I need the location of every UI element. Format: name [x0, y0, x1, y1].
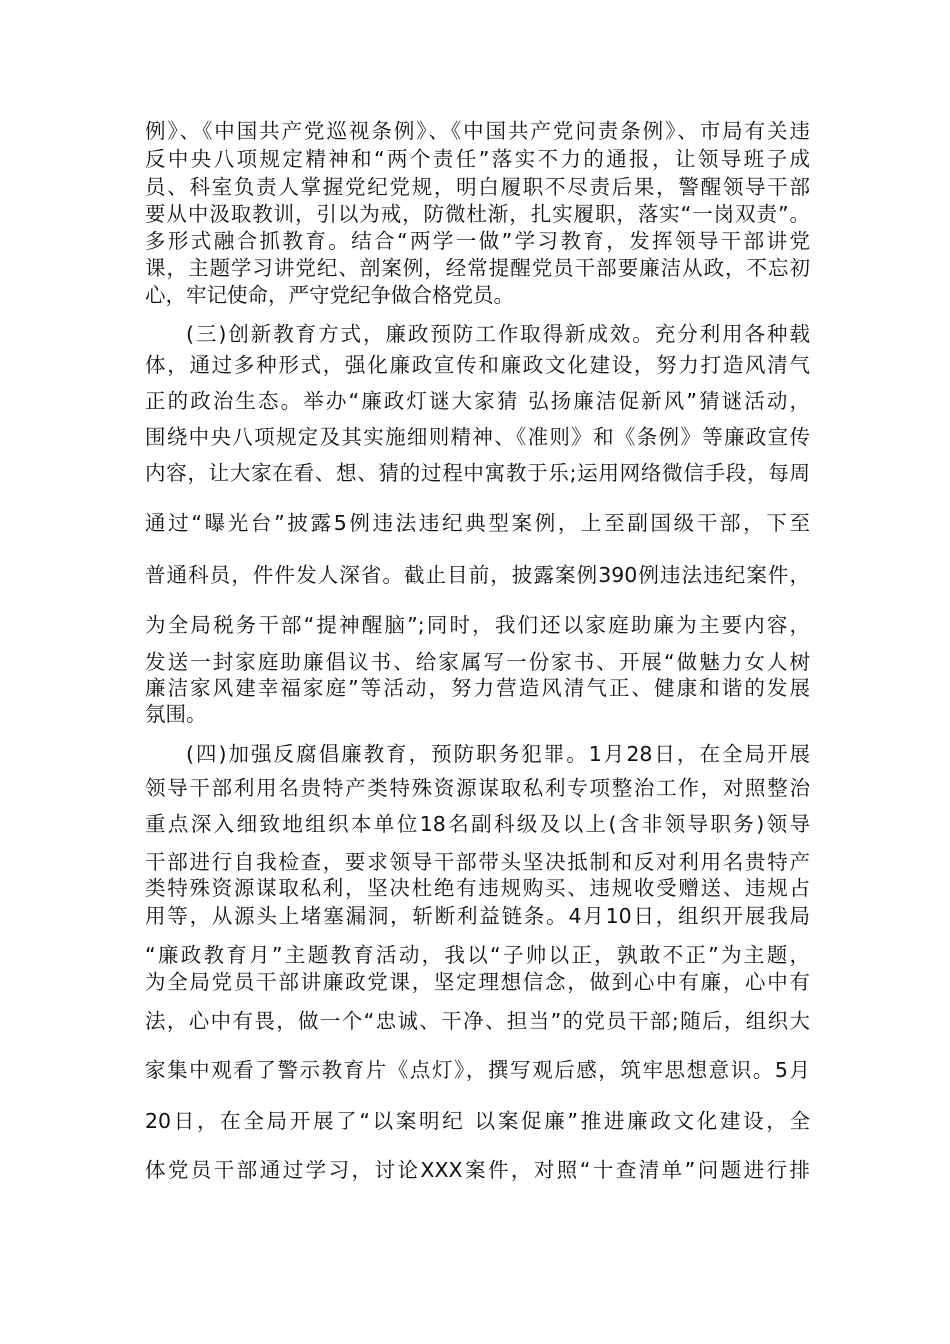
text-line: 例》、《中国共产党巡视条例》、《中国共产党问责条例》、市局有关违: [145, 119, 810, 143]
text-line: 内容，让大家在看、想、猜的过程中寓教于乐;运用网络微信手段，每周: [145, 461, 810, 485]
text-line: 普通科员，件件发人深省。截止目前，披露案例390例违法违纪案件，: [145, 563, 810, 587]
paragraph-heading-4: (四)加强反腐倡廉教育，预防职务犯罪。1月28日，在全局开展: [186, 742, 810, 766]
text-line: 为全局税务干部“提神醒脑”;同时，我们还以家庭助廉为主要内容，: [145, 613, 810, 637]
text-line: 发送一封家庭助廉倡议书、给家属写一份家书、开展“做魅力女人树: [145, 650, 810, 674]
text-line: 心，牢记使命，严守党纪争做合格党员。: [145, 283, 514, 307]
text-line: 要从中汲取教训，引以为戒，防微杜渐，扎实履职，落实“一岗双责”。: [145, 202, 810, 226]
text-line: 围绕中央八项规定及其实施细则精神、《准则》和《条例》等廉政宣传: [145, 425, 810, 449]
text-line: 用等，从源头上堵塞漏洞，斩断利益链条。4月10日，组织开展我局: [145, 904, 810, 928]
text-line: 多形式融合抓教育。结合“两学一做”学习教育，发挥领导干部讲党: [145, 229, 810, 253]
text-line: 反中央八项规定精神和“两个责任”落实不力的通报，让领导班子成: [145, 147, 810, 171]
text-line: 正的政治生态。举办“廉政灯谜大家猜 弘扬廉洁促新风”猜谜活动，: [145, 389, 810, 413]
text-line: 类特殊资源谋取私利，坚决杜绝有违规购买、违规收受赠送、违规占: [145, 876, 810, 900]
text-line: 廉洁家风建幸福家庭”等活动，努力营造风清气正、健康和谐的发展: [145, 676, 810, 700]
text-line: 领导干部利用名贵特产类特殊资源谋取私利专项整治工作，对照整治: [145, 776, 810, 800]
text-line: 干部进行自我检查，要求领导干部带头坚决抵制和反对利用名贵特产: [145, 850, 810, 874]
text-line: 通过“曝光台”披露5例违法违纪典型案例，上至副国级干部，下至: [145, 511, 810, 535]
text-line: 员、科室负责人掌握党纪党规，明白履职不尽责后果，警醒领导干部: [145, 175, 810, 199]
text-line: 20日，在全局开展了“以案明纪 以案促廉”推进廉政文化建设，全: [145, 1109, 810, 1133]
text-line: 重点深入细致地组织本单位18名副科级及以上(含非领导职务)领导: [145, 812, 810, 836]
paragraph-heading-3: (三)创新教育方式，廉政预防工作取得新成效。充分利用各种载: [186, 322, 810, 346]
text-line: 家集中观看了警示教育片《点灯》，撰写观后感，筑牢思想意识。5月: [145, 1058, 810, 1082]
text-line: 体党员干部通过学习，讨论XXX案件，对照“十查清单”问题进行排: [145, 1158, 810, 1182]
text-line: 氛围。: [145, 702, 207, 726]
text-line: 课，主题学习讲党纪、剖案例，经常提醒党员干部要廉洁从政，不忘初: [145, 256, 810, 280]
text-line: 体，通过多种形式，强化廉政宣传和廉政文化建设，努力打造风清气: [145, 353, 810, 377]
text-line: 法，心中有畏，做一个“忠诚、干净、担当”的党员干部;随后，组织大: [145, 1009, 810, 1033]
text-line: 为全局党员干部讲廉政党课，坚定理想信念，做到心中有廉，心中有: [145, 970, 810, 994]
text-line: “廉政教育月”主题教育活动，我以“子帅以正，孰敢不正”为主题，: [145, 943, 810, 967]
